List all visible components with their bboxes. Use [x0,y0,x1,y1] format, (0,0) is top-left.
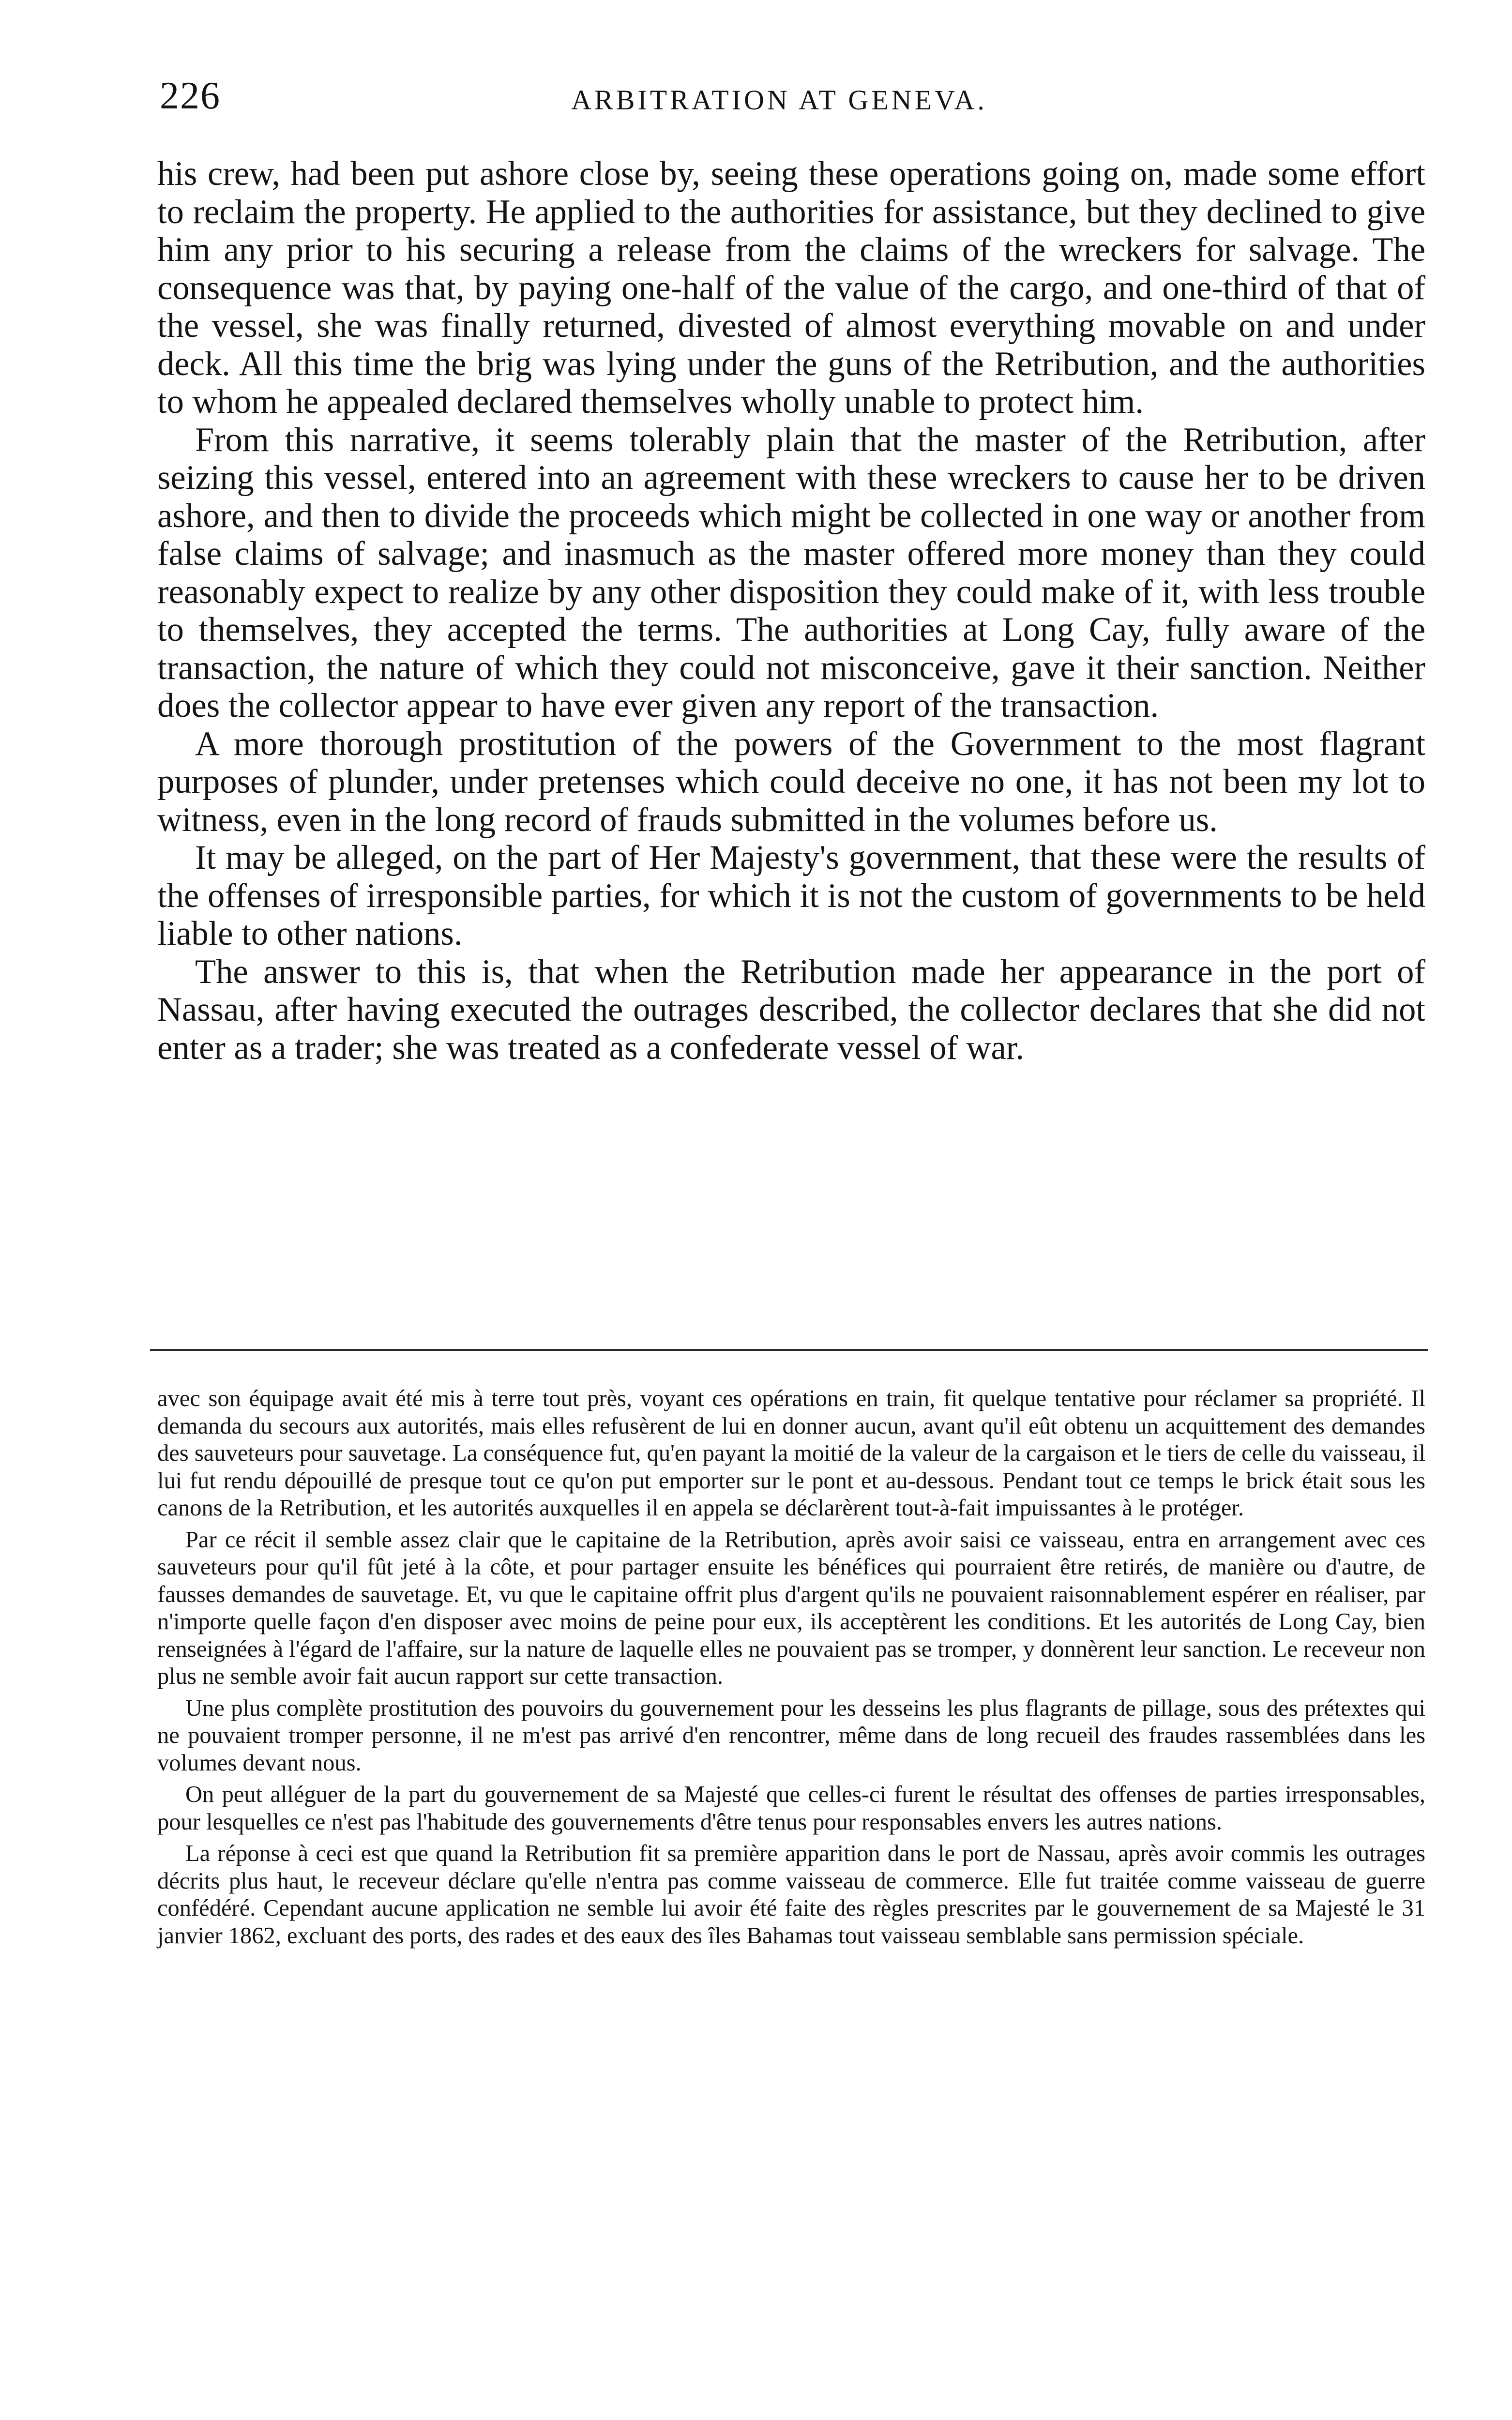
french-paragraph-3: Une plus complète prostitution des pouvoirs du gouvernement pour les desseins les plus flagrants de pillage, sous des prétextes qui ne pouvaient tromper personne, il ne m'est pas arrivé d'en rencontrer, même dans de long recueil des fraudes rassemblées dans les volumes devant nous. [157,1695,1425,1776]
french-paragraph-4: On peut alléguer de la part du gouvernement de sa Majesté que celles-ci furent le résultat des offenses de parties irresponsables, pour lesquelles ce n'est pas l'habitude des gouvernements d'être tenus pour responsables envers les autres nations. [157,1782,1425,1835]
section-divider [150,1349,1428,1351]
french-paragraph-1: avec son équipage avait été mis à terre tout près, voyant ces opérations en train, fit quelque tentative pour réclamer sa propriété. Il demanda du secours aux autorités, mais elles refusèrent de lui en donner aucun, avant qu'il eût obtenu un acquittement des demandes des sauveteurs pour sauvetage. La conséquence fut, qu'en payant la moitié de la valeur de la cargaison et le tiers de celle du vaisseau, il lui fut rendu dépouillé de presque tout ce qu'on put emporter sur le pont et au-dessous. Pendant tout ce temps le brick était sous les canons de la Retribution, et les autorités auxquelles il en appela se déclarèrent tout-à-fait impuissantes à le protéger. [157,1386,1425,1521]
french-paragraph-5: La réponse à ceci est que quand la Retribution fit sa première apparition dans le port de Nassau, après avoir commis les outrages décrits plus haut, le receveur déclare qu'elle n'entra pas comme vaisseau de commerce. Elle fut traitée comme vaisseau de guerre confédéré. Cependant aucune application ne semble lui avoir été faite des règles prescrites par le gouvernement de sa Majesté le 31 janvier 1862, excluant des ports, des rades et des eaux des îles Bahamas tout vaisseau semblable sans permission spéciale. [157,1841,1425,1949]
page-number: 226 [160,75,221,117]
page-header [160,72,1428,125]
english-paragraph-2: From this narrative, it seems tolerably plain that the master of the Retribution, after seizing this vessel, entered into an agreement with these wreckers to cause her to be driven ashore, and then to divide the proceeds which might be collected in one way or another from false claims of salvage; and inasmuch as the master offered more money than they could reasonably expect to realize by any other disposition they could make of it, with less trouble to themselves, they accepted the terms. The authorities at Long Cay, fully aware of the transaction, the nature of which they could not misconceive, gave it their sanction. Neither does the collector appear to have ever given any report of the transaction. [157,421,1425,725]
english-paragraph-4: It may be alleged, on the part of Her Majesty's government, that these were the results of the offenses of irresponsible parties, for which it is not the custom of governments to be held liable to other nations. [157,839,1425,953]
english-paragraph-3: A more thorough prostitution of the powers of the Government to the most flagrant purposes of plunder, under pretenses which could deceive no one, it has not been my lot to witness, even in the long record of frauds submitted in the volumes before us. [157,725,1425,839]
english-paragraph-1: his crew, had been put ashore close by, seeing these operations going on, made some effort to reclaim the property. He applied to the authorities for assistance, but they declined to give him any prior to his securing a release from the claims of the wreckers for salvage. The consequence was that, by paying one-half of the value of the cargo, and one-third of that of the vessel, she was finally returned, divested of almost everything movable on and under deck. All this time the brig was lying under the guns of the Retribution, and the authorities to whom he appealed declared themselves wholly unable to protect him. [157,155,1425,421]
english-text [157,155,1425,1067]
running-head: ARBITRATION AT GENEVA. [571,84,987,116]
french-translation [157,1385,1425,1954]
french-paragraph-2: Par ce récit il semble assez clair que le capitaine de la Retribution, après avoir saisi ce vaisseau, entra en arrangement avec ces sauveteurs pour qu'il fût jeté à la côte, et pour partager ensuite les bénéfices qui pourraient être retirés, de manière ou d'autre, de fausses demandes de sauvetage. Et, vu que le capitaine offrit plus d'argent qu'ils ne pouvaient raisonnablement espérer en réaliser, par n'importe quelle façon d'en disposer avec moins de peine pour eux, ils acceptèrent les conditions. Et les autorités de Long Cay, bien renseignées à l'égard de l'affaire, sur la nature de laquelle elles ne pouvaient pas se tromper, y donnèrent leur sanction. Le receveur non plus ne semble avoir fait aucun rapport sur cette transaction. [157,1527,1425,1689]
english-paragraph-5: The answer to this is, that when the Retribution made her appearance in the port of Nassau, after having executed the outrages described, the collector declares that she did not enter as a trader; she was treated as a confederate vessel of war. [157,953,1425,1067]
